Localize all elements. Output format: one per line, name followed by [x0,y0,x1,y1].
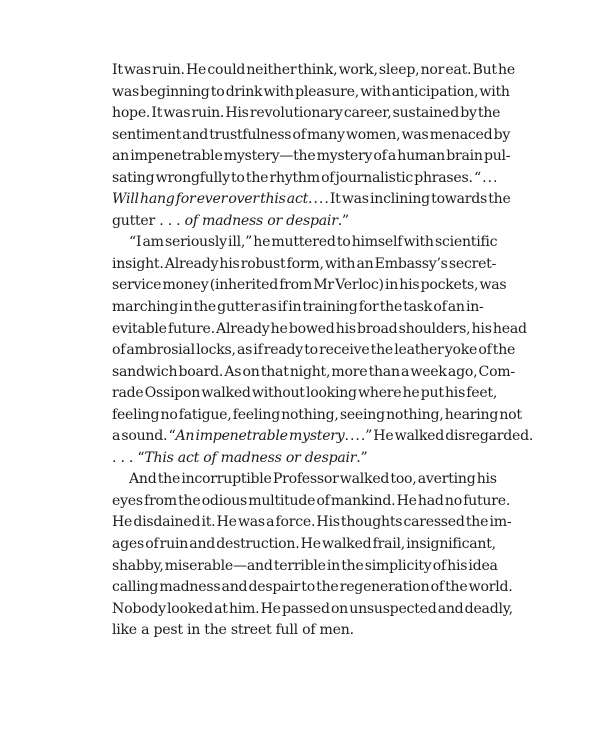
text-line [112,362,515,384]
text-line [112,297,484,319]
text-line [112,60,515,82]
text-run: . . . “ [112,449,145,466]
text-run: shabby, miserable—and terrible in the simplicity of his idea [112,557,498,574]
text-line [112,599,513,621]
text-line [112,534,496,556]
text-run: an impenetrable mystery—the mystery of a human brain pul- [112,148,511,165]
text-run: gutter . . . [112,212,185,229]
text-line [112,168,498,190]
text-line [112,383,498,405]
text-run: He disdained it. He was a force. His thoughts caressed the im- [112,514,512,531]
text-line [112,340,516,362]
paragraph [112,60,515,232]
text-run: calling madness and despair to the regeneration of the world. [112,579,513,596]
text-line [112,491,511,513]
text-run: was beginning to drink with pleasure, with anticipation, with [112,83,510,100]
text-line [112,275,507,297]
text-run: .” [356,449,368,466]
text-line [112,512,512,534]
text-run: like a pest in the street full of men. [112,622,354,639]
text-run: “I am seriously ill,” he muttered to himself with scientific [129,234,498,251]
text-run: . . . .” He walked disregarded. [344,428,534,445]
text-run: ages of ruin and destruction. He walked frail, insignificant, [112,536,496,553]
text-line [112,125,511,147]
text-run: sating wrongfully to the rhythm of journalistic phrases. “ . . . [112,169,498,186]
text-run: evitable future. Already he bowed his broad shoulders, his head [112,320,527,337]
text-line [112,469,497,491]
text-run: And the incorruptible Professor walked too, averting his [129,471,497,488]
text-run: eyes from the odious multitude of mankind. He had no future. [112,492,511,509]
text-line [112,232,498,254]
text-run: service money (inherited from Mr Verloc) in his pockets, was [112,277,507,294]
paragraph [112,232,534,469]
text-run: of ambrosial locks, as if ready to receive the leather yoke of the [112,342,516,359]
text-run: . . . . It was inclining towards the [308,191,511,208]
italic-text: An impenetrable mystery [175,428,345,445]
text-line [112,82,510,104]
italic-text: This act of madness or despair [144,449,357,466]
italic-text: Will hang for ever over this act [112,191,309,208]
text-run: feeling no fatigue, feeling nothing, seeing nothing, hearing not [112,406,522,423]
text-run: insight. Already his robust form, with an Embassy’s secret- [112,255,497,272]
text-line [112,426,534,448]
paragraph [112,469,513,641]
text-run: It was ruin. He could neither think, work, sleep, nor eat. But he [112,62,515,78]
text-run: rade Ossipon walked without looking where he put his feet, [112,385,498,402]
text-run: a sound. “ [112,428,176,445]
text-line [112,577,513,599]
text-line [112,620,471,642]
body-text [112,60,534,642]
text-line [112,405,522,427]
italic-text: of madness or despair [184,212,338,229]
text-run: sentiment and trustfulness of many women, was menaced by [112,126,511,143]
text-line [112,556,498,578]
text-line [112,254,497,276]
text-line [112,448,471,470]
text-line [112,103,501,125]
text-run: Nobody looked at him. He passed on unsuspected and deadly, [112,600,513,617]
text-run: sandwich board. As on that night, more than a week ago, Com- [112,363,515,380]
text-line [112,319,527,341]
text-line [112,211,471,233]
text-run: .” [337,212,349,229]
text-run: marching in the gutter as if in training for the task of an in- [112,299,484,316]
text-line [112,146,511,168]
text-line [112,189,511,211]
text-run: hope. It was ruin. His revolutionary career, sustained by the [112,105,501,122]
